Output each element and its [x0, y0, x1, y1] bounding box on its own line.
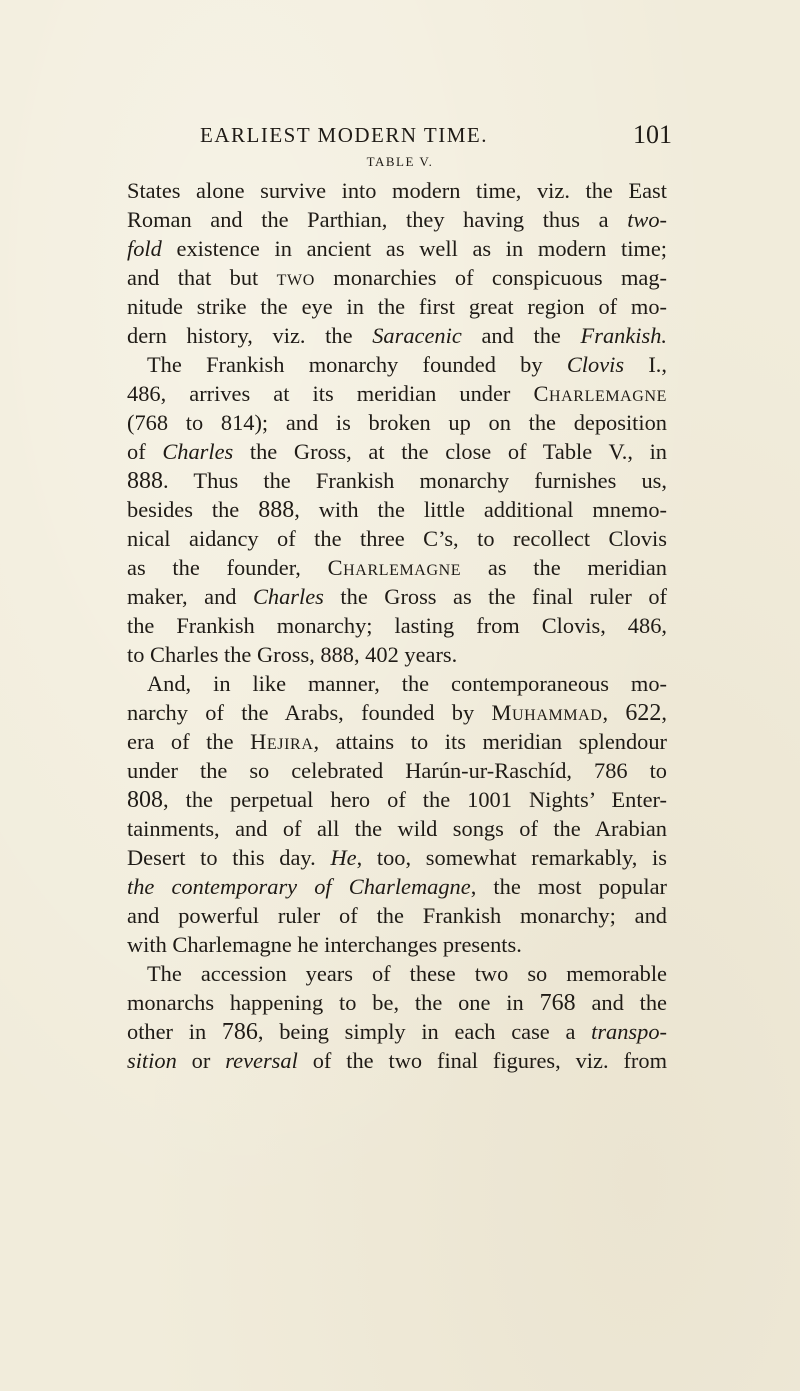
text-line [127, 785, 667, 814]
text-line [127, 495, 667, 524]
text-line [127, 350, 667, 379]
text-segment: transpo- [591, 1019, 667, 1044]
text-line [127, 814, 667, 843]
text-line [127, 408, 667, 437]
text-line [127, 466, 667, 495]
text-segment: The Frankish monarchy founded by [147, 352, 567, 377]
text-segment: of the two final figures, viz. from [297, 1048, 667, 1073]
table-label: TABLE V. [366, 154, 434, 169]
text-segment: Charlemagne [327, 555, 462, 580]
text-segment: to Charles the Gross, 888, 402 years. [127, 642, 458, 667]
text-segment: I., [624, 352, 668, 377]
text-segment: States alone survive into modern time, viz. the East [127, 178, 667, 203]
text-segment: Desert to this day. [127, 845, 331, 870]
text-segment: monarchies of conspicuous mag- [314, 265, 667, 290]
text-segment: and that but [127, 265, 277, 290]
text-line [127, 234, 667, 263]
text-segment: 808 [127, 787, 163, 813]
text-segment: two- [627, 207, 667, 232]
text-segment: , too, somewhat remarkably, is [356, 845, 667, 870]
text-segment: 622 [625, 700, 662, 726]
text-segment: existence in ancient as well as in modern time; [161, 236, 667, 261]
text-segment: 888 [127, 468, 163, 494]
text-segment: Charles [252, 584, 324, 609]
text-segment: , the perpetual hero of the 1001 Nights’ Enter- [163, 787, 667, 812]
text-segment: , being simply in each case a [257, 1019, 592, 1044]
text-line [127, 959, 667, 988]
text-line [127, 379, 667, 408]
text-line [127, 901, 667, 930]
text-segment: , [602, 700, 626, 725]
text-line [127, 640, 667, 669]
text-segment: narchy of the Arabs, founded by [127, 700, 492, 725]
running-head [200, 120, 672, 155]
text-line [127, 176, 667, 205]
text-segment: tainments, and of all the wild songs of the Arabian [127, 816, 667, 841]
text-line [127, 582, 667, 611]
text-segment: monarchs happening to be, the one in [127, 990, 540, 1015]
text-segment: as the founder, [127, 555, 328, 580]
text-line [127, 843, 667, 872]
text-line [127, 727, 667, 756]
text-segment: fold [127, 236, 162, 261]
text-segment: the Gross, at the close of Table V., in [233, 439, 667, 464]
text-line [127, 930, 667, 959]
text-segment: era of the [127, 729, 251, 754]
text-segment: . Thus the Frankish monarchy furnishes us, [163, 468, 667, 493]
text-segment: as the meridian [461, 555, 667, 580]
text-segment: , with the little additional mnemo- [294, 497, 667, 522]
text-segment: or [176, 1048, 226, 1073]
text-segment: Muhammad [491, 700, 603, 725]
running-title: EARLIEST MODERN TIME. [200, 123, 488, 147]
text-segment: , attains to its meridian splendour [313, 729, 667, 754]
text-segment: under the so celebrated Harún-ur-Raschíd, 786 to [127, 758, 667, 783]
text-line [127, 611, 667, 640]
text-segment: Charles [162, 439, 234, 464]
text-segment: sition [127, 1048, 177, 1073]
text-line [127, 1017, 667, 1046]
text-segment: And, in like manner, the contemporaneous mo- [147, 671, 667, 696]
text-segment: the Gross as the final ruler of [323, 584, 667, 609]
text-segment: 888 [258, 497, 295, 523]
text-segment: Clovis [566, 352, 625, 377]
text-segment: reversal [225, 1048, 298, 1073]
text-segment: , the most popular [470, 874, 667, 899]
text-segment: , [661, 700, 667, 725]
text-segment: (768 to 814); and is broken up on the deposition [127, 410, 667, 435]
text-segment: Hejira [250, 729, 314, 754]
text-line [127, 756, 667, 785]
text-segment: dern history, viz. the [127, 323, 373, 348]
text-segment: and the [461, 323, 581, 348]
text-line [127, 321, 667, 350]
text-segment: besides the [127, 497, 259, 522]
text-segment: Charlemagne [533, 381, 667, 406]
text-line [127, 524, 667, 553]
text-line [127, 437, 667, 466]
text-line [127, 263, 667, 292]
text-line [127, 669, 667, 698]
text-line [127, 292, 667, 321]
text-segment: nical aidancy of the three C’s, to recollect Clovis [127, 526, 667, 551]
text-segment: nitude strike the eye in the first great region of mo- [127, 294, 667, 319]
text-line [127, 988, 667, 1017]
page-number: 101 [633, 120, 672, 149]
text-segment: with Charlemagne he interchanges presents. [127, 932, 522, 957]
text-segment: Saracenic [372, 323, 462, 348]
text-line [127, 205, 667, 234]
body-text [127, 176, 667, 1075]
text-segment: 768 [539, 990, 576, 1016]
text-segment: and powerful ruler of the Frankish monarchy; and [127, 903, 667, 928]
text-segment: 486, arrives at its meridian under [127, 381, 534, 406]
text-segment: 786 [221, 1019, 258, 1045]
text-segment: the contemporary of Charlemagne [127, 874, 471, 899]
text-segment: He [330, 845, 357, 870]
text-segment: The accession years of these two so memorable [147, 961, 667, 986]
text-segment: other in [127, 1019, 222, 1044]
text-line [127, 553, 667, 582]
text-line [127, 1046, 667, 1075]
text-line [127, 872, 667, 901]
text-segment: Roman and the Parthian, they having thus a [127, 207, 628, 232]
text-segment: two [276, 265, 315, 290]
text-segment: of [127, 439, 163, 464]
text-segment: and the [575, 990, 667, 1015]
text-segment: Frankish. [580, 323, 667, 348]
text-segment: the Frankish monarchy; lasting from Clovis, 486, [127, 613, 667, 638]
text-segment: maker, and [127, 584, 253, 609]
text-line [127, 698, 667, 727]
